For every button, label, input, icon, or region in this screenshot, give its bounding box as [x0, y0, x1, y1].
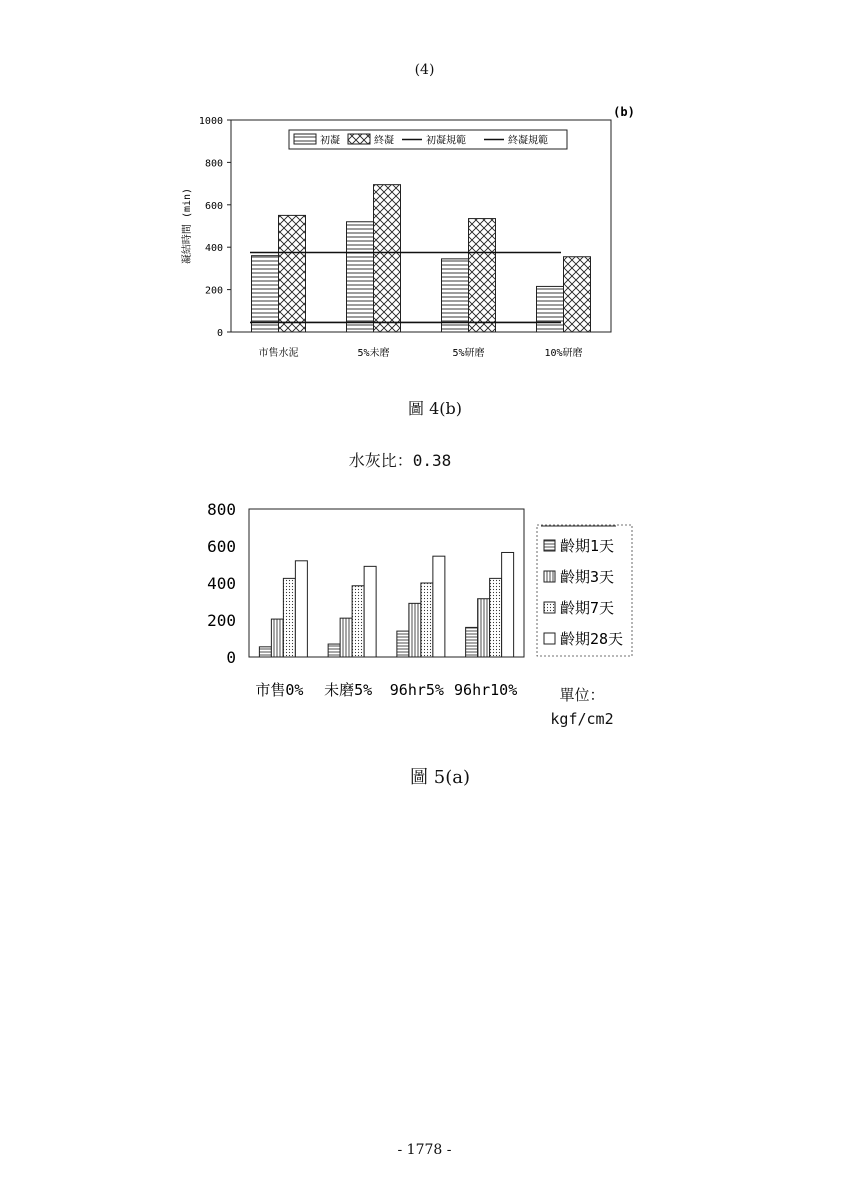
bar-齡期3天 [409, 603, 421, 657]
x-tick-label: 未磨5% [324, 681, 373, 699]
legend-label: 終凝規範 [508, 135, 548, 147]
x-tick-label: 10%研磨 [544, 348, 583, 359]
y-tick-label: 600 [207, 537, 236, 556]
x-tick-label: 5%未磨 [357, 348, 390, 359]
legend-label: 初凝 [320, 135, 340, 147]
bar-齡期3天 [340, 618, 352, 657]
bar-齡期28天 [433, 556, 445, 657]
legend-swatch [544, 571, 555, 582]
legend-swatch [544, 540, 555, 551]
x-tick-label: 96hr10% [454, 681, 518, 699]
legend-label: 初凝規範 [426, 135, 466, 147]
legend-label: 齡期3天 [560, 568, 615, 586]
bar-齡期1天 [328, 644, 340, 657]
y-tick-label: 800 [204, 158, 223, 170]
y-axis-label: 凝結時間 (min) [182, 187, 193, 265]
legend-swatch [544, 602, 555, 613]
y-tick-label: 1000 [198, 116, 223, 127]
legend-label: 齡期7天 [560, 599, 615, 617]
y-tick-label: 600 [204, 200, 223, 212]
figure-5a-caption: 圖 5(a) [410, 767, 470, 788]
bar-齡期28天 [502, 552, 514, 657]
y-tick-label: 0 [216, 328, 223, 339]
x-tick-label: 市售水泥 [258, 348, 299, 359]
y-tick-label: 400 [207, 574, 236, 593]
bar-齡期7天 [283, 578, 295, 657]
page-header: (4) [414, 62, 435, 78]
y-tick-label: 800 [207, 500, 236, 519]
x-tick-label: 市售0% [255, 681, 304, 699]
bar-齡期28天 [295, 561, 307, 657]
bar-齡期7天 [352, 586, 364, 657]
y-tick-label: 0 [226, 648, 236, 667]
y-tick-label: 400 [204, 243, 223, 255]
x-tick-label: 5%研磨 [452, 348, 485, 359]
bar-齡期1天 [259, 647, 271, 657]
x-tick-label: 96hr5% [389, 681, 444, 699]
bar-齡期7天 [421, 583, 433, 657]
panel-label: (b) [613, 105, 635, 119]
legend-swatch [544, 633, 555, 644]
water-cement-ratio: 水灰比：0.38 [348, 451, 452, 470]
legend-label: 齡期1天 [560, 537, 615, 555]
figure-4b-caption: 圖 4(b) [408, 399, 462, 418]
bar-齡期1天 [466, 627, 478, 657]
y-tick-label: 200 [207, 611, 236, 630]
bar-齡期7天 [490, 578, 502, 657]
bar-齡期3天 [271, 619, 283, 657]
bar-齡期3天 [478, 599, 490, 657]
page-number: - 1778 - [397, 1142, 452, 1158]
unit-label-line2: kgf/cm2 [550, 710, 614, 728]
y-tick-label: 200 [204, 285, 223, 297]
legend-label: 終凝 [374, 135, 394, 147]
bar-齡期28天 [364, 566, 376, 657]
unit-label-line1: 單位： [559, 686, 605, 704]
bar-齡期1天 [397, 631, 409, 657]
legend-label: 齡期28天 [560, 630, 624, 648]
